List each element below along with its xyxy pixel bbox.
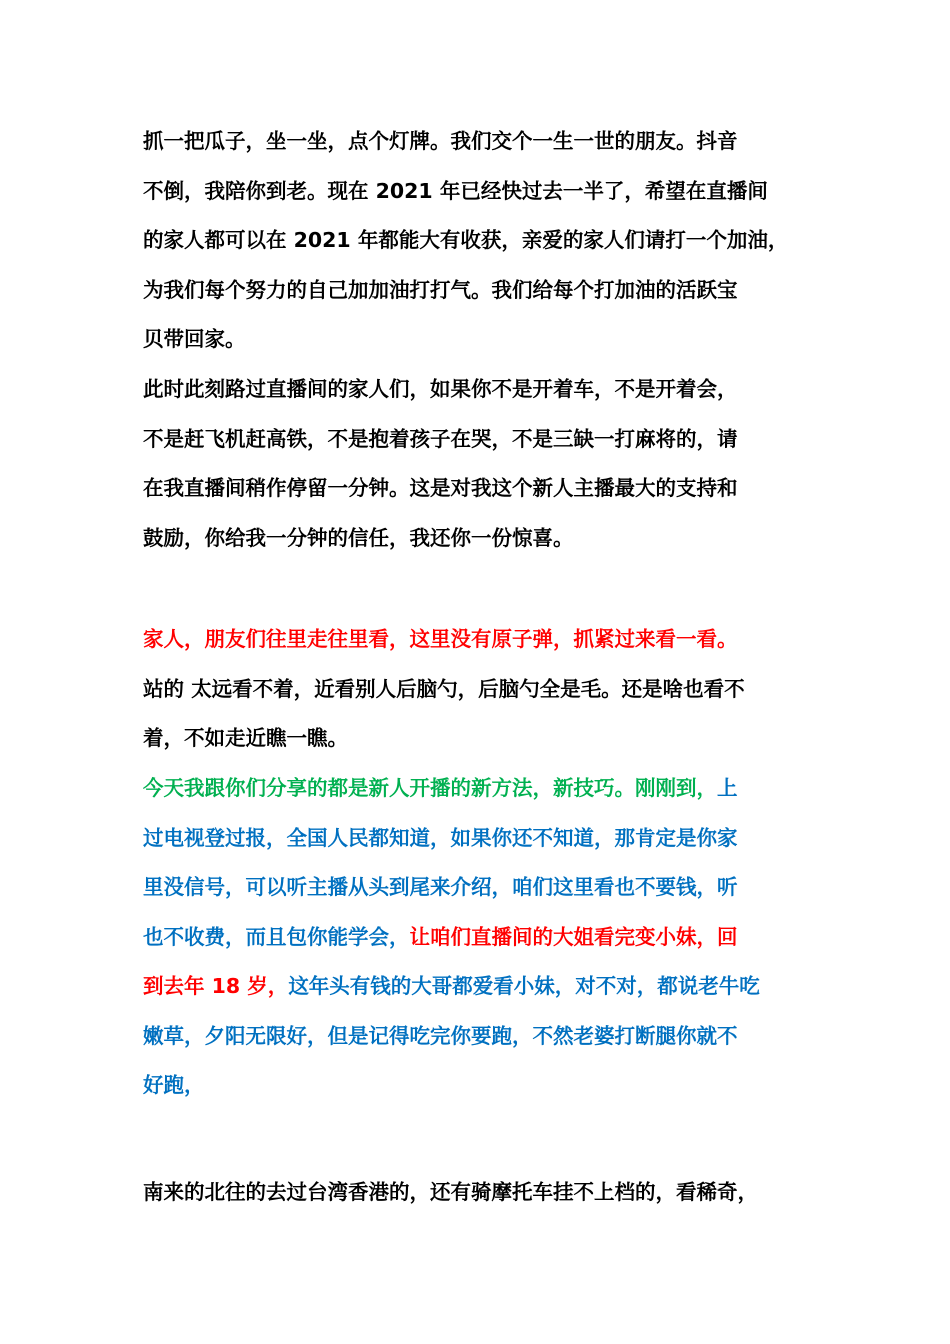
highlight-blue: 上	[717, 776, 738, 800]
text-line: 南来的北往的去过台湾香港的，还有骑摩托车挂不上档的，看稀奇，	[143, 1180, 758, 1204]
text-line: 为我们每个努力的自己加加油打打气。我们给每个打加油的活跃宝	[143, 277, 738, 302]
text-line: 嫩草，夕阳无限好，但是记得吃完你要跑，不然老婆打断腿你就不	[143, 1023, 738, 1048]
text-line: 在我直播间稍作停留一分钟。这是对我这个新人主播最大的支持和	[143, 476, 738, 500]
text-line: 抓一把瓜子，坐一坐，点个灯牌。我们交个一生一世的朋友。抖音	[143, 129, 738, 153]
text-line: 着，不如走近瞧一瞧。	[143, 726, 348, 750]
text-line: 此时此刻路过直播间的家人们，如果你不是开着车，不是开着会，	[143, 377, 738, 401]
highlight-red: 到去年 18 岁，	[143, 974, 289, 998]
highlight-red: 让咱们直播间的大姐看完变小妹，回	[409, 924, 738, 949]
paragraph-invite	[143, 615, 815, 764]
paragraph-passersby	[143, 1168, 815, 1218]
text-line: 站的 太远看不着，近看别人后脑勺，后脑勺全是毛。还是啥也看不	[143, 676, 745, 701]
highlight-line-red: 家人，朋友们往里走往里看，这里没有原子弹，抓紧过来看一看。	[143, 627, 738, 651]
text-line	[143, 764, 815, 814]
paragraph-greeting	[143, 117, 815, 365]
highlight-blue: 这年头有钱的大哥都爱看小妹，对不对，都说老牛吃	[288, 974, 760, 998]
text-line: 里没信号，可以听主播从头到尾来介绍，咱们这里看也不要钱，听	[143, 875, 738, 899]
text-line: 贝带回家。	[143, 327, 246, 351]
text-line: 鼓励，你给我一分钟的信任，我还你一份惊喜。	[143, 525, 574, 550]
text-line	[143, 962, 815, 1012]
text-line: 不倒，我陪你到老。现在 2021 年已经快过去一半了，希望在直播间	[143, 178, 768, 203]
text-line: 过电视登过报，全国人民都知道，如果你还不知道，那肯定是你家	[143, 825, 738, 850]
text-line: 不是赶飞机赶高铁，不是抱着孩子在哭，不是三缺一打麻将的，请	[143, 426, 738, 451]
text-line: 好跑，	[143, 1073, 205, 1097]
highlight-green: 今天我跟你们分享的都是新人开播的新方法，新技巧。刚刚到，	[143, 776, 717, 800]
text-line: 的家人都可以在 2021 年都能大有收获，亲爱的家人们请打一个加油，	[143, 228, 789, 252]
highlight-blue: 也不收费，而且包你能学会，	[143, 924, 410, 949]
paragraph-share	[143, 764, 815, 1111]
text-line	[143, 913, 815, 963]
paragraph-stay	[143, 365, 815, 563]
